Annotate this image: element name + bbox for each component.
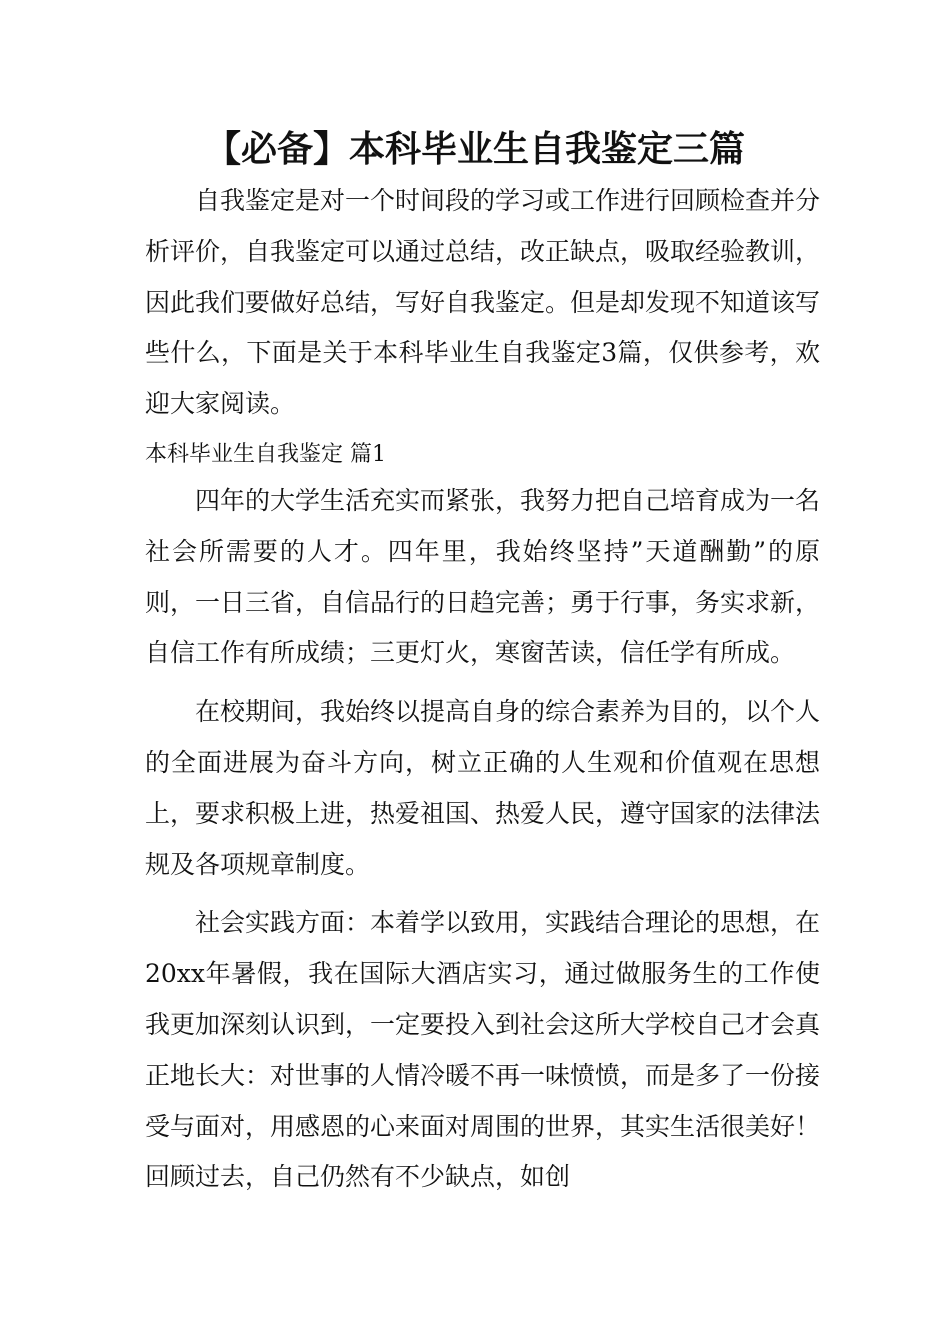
body-paragraph-1: 四年的大学生活充实而紧张，我努力把自己培育成为一名社会所需要的人才。四年里，我始终坚持”天道酬勤”的原则，一日三省，自信品行的日趋完善；勇于行事，务实求新，自信工作有所成绩；三更灯火，寒窗苦读，信任学有所成。 xyxy=(145,485,821,668)
document-title: 【必备】本科毕业生自我鉴定三篇 xyxy=(204,129,745,170)
document-body xyxy=(145,176,820,1203)
body-paragraph-2: 在校期间，我始终以提高自身的综合素养为目的，以个人的全面进展为奋斗方向，树立正确的人生观和价值观在思想上，要求积极上进，热爱祖国、热爱人民，遵守国家的法律法规及各项规章制度。 xyxy=(145,697,821,879)
intro-paragraph: 自我鉴定是对一个时间段的学习或工作进行回顾检查并分析评价，自我鉴定可以通过总结，改正缺点，吸取经验教训，因此我们要做好总结，写好自我鉴定。但是却发现不知道该写些什么，下面是关于本科毕业生自我鉴定3篇，仅供参考，欢迎大家阅读。 xyxy=(145,186,821,419)
section-heading: 本科毕业生自我鉴定 篇1 xyxy=(145,441,386,467)
body-paragraph-3: 社会实践方面：本着学以致用，实践结合理论的思想，在20xx年暑假，我在国际大酒店实习，通过做服务生的工作使我更加深刻认识到，一定要投入到社会这所大学校自己才会真正地长大：对世事的人情冷暖不再一味愤愤，而是多了一份接受与面对，用感恩的心来面对周围的世界，其实生活很美好！回顾过去，自己仍然有不少缺点，如创 xyxy=(145,908,821,1192)
